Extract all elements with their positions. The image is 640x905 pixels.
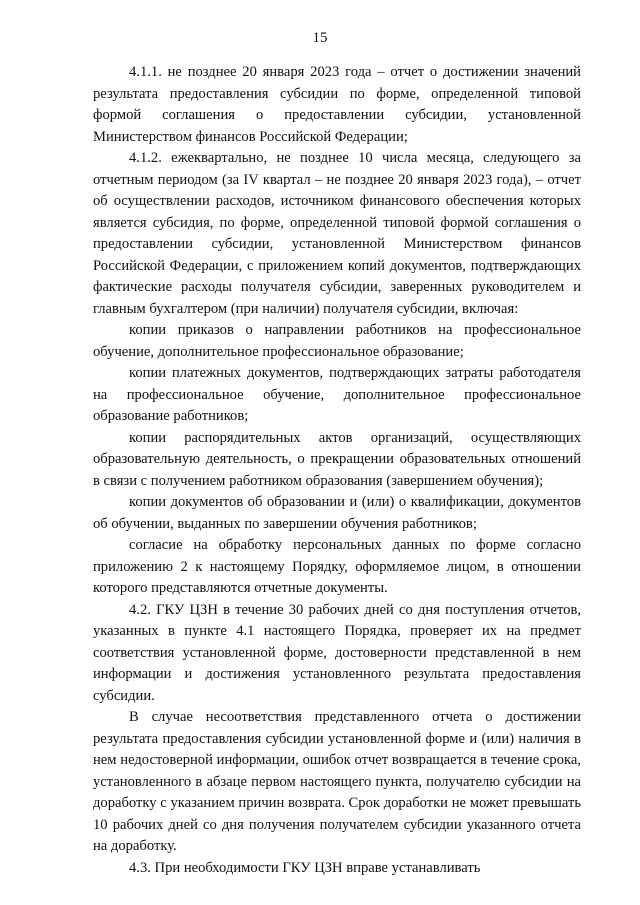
paragraph-payment-documents: копии платежных документов, подтверждающих затраты работодателя на профессиональное обучение, дополнительное профессиональное образование работников; <box>93 365 581 424</box>
page-number: 15 <box>312 30 328 46</box>
paragraph-education-documents: копии документов об образовании и (или) о квалификации, документов об обучении, выданных по завершении обучения работников; <box>93 494 581 532</box>
paragraph-4-1-1: 4.1.1. не позднее 20 января 2023 года – отчет о достижении значений результата предоставления субсидии по форме, определенной типовой формой соглашения о предоставлении субсидии, установленной Министерством финансов Российской Федерации; <box>93 64 581 145</box>
paragraph-orders-copies: копии приказов о направлении работников на профессиональное обучение, дополнительное профессиональное образование; <box>93 322 581 360</box>
paragraph-personal-data-consent: согласие на обработку персональных данных по форме согласно приложению 2 к настоящему Порядку, оформляемое лицом, в отношении которого представляются отчетные документы. <box>93 537 581 596</box>
paragraph-administrative-acts: копии распорядительных актов организаций, осуществляющих образовательную деятельность, о прекращении образовательных отношений в связи с получением работником образования (завершением обучения); <box>93 429 581 489</box>
document-body <box>93 62 581 879</box>
paragraph-4-1-2: 4.1.2. ежеквартально, не позднее 10 числа месяца, следующего за отчетным периодом (за IV квартал – не позднее 20 января 2023 года), – отчет об осуществлении расходов, источником финансового обеспечения которых является субсидия, по форме, определенной типовой формой соглашения о предоставлении субсидии, установленной Министерством финансов Российской Федерации, с приложением копий документов, подтверждающих фактические расходы получателя субсидии, заверенных руководителем и главным бухгалтером (при наличии) получателя субсидии, включая: <box>93 150 581 317</box>
paragraph-4-3: 4.3. При необходимости ГКУ ЦЗН вправе устанавливать <box>129 859 481 876</box>
paragraph-report-return: В случае несоответствия представленного отчета о достижении результата предоставления субсидии установленной форме и (или) наличия в нем недостоверной информации, ошибок отчет возвращается в течение срока, установленного в абзаце первом настоящего пункта, получателю субсидии на доработку с указанием причин возврата. Срок доработки не может превышать 10 рабочих дней со дня получения получателем субсидии указанного отчета на доработку. <box>93 709 581 854</box>
paragraph-4-2: 4.2. ГКУ ЦЗН в течение 30 рабочих дней со дня поступления отчетов, указанных в пункте 4.1 настоящего Порядка, проверяет их на предмет соответствия установленной форме, достоверности представленной в нем информации и достижения установленного результата предоставления субсидии. <box>93 601 581 704</box>
